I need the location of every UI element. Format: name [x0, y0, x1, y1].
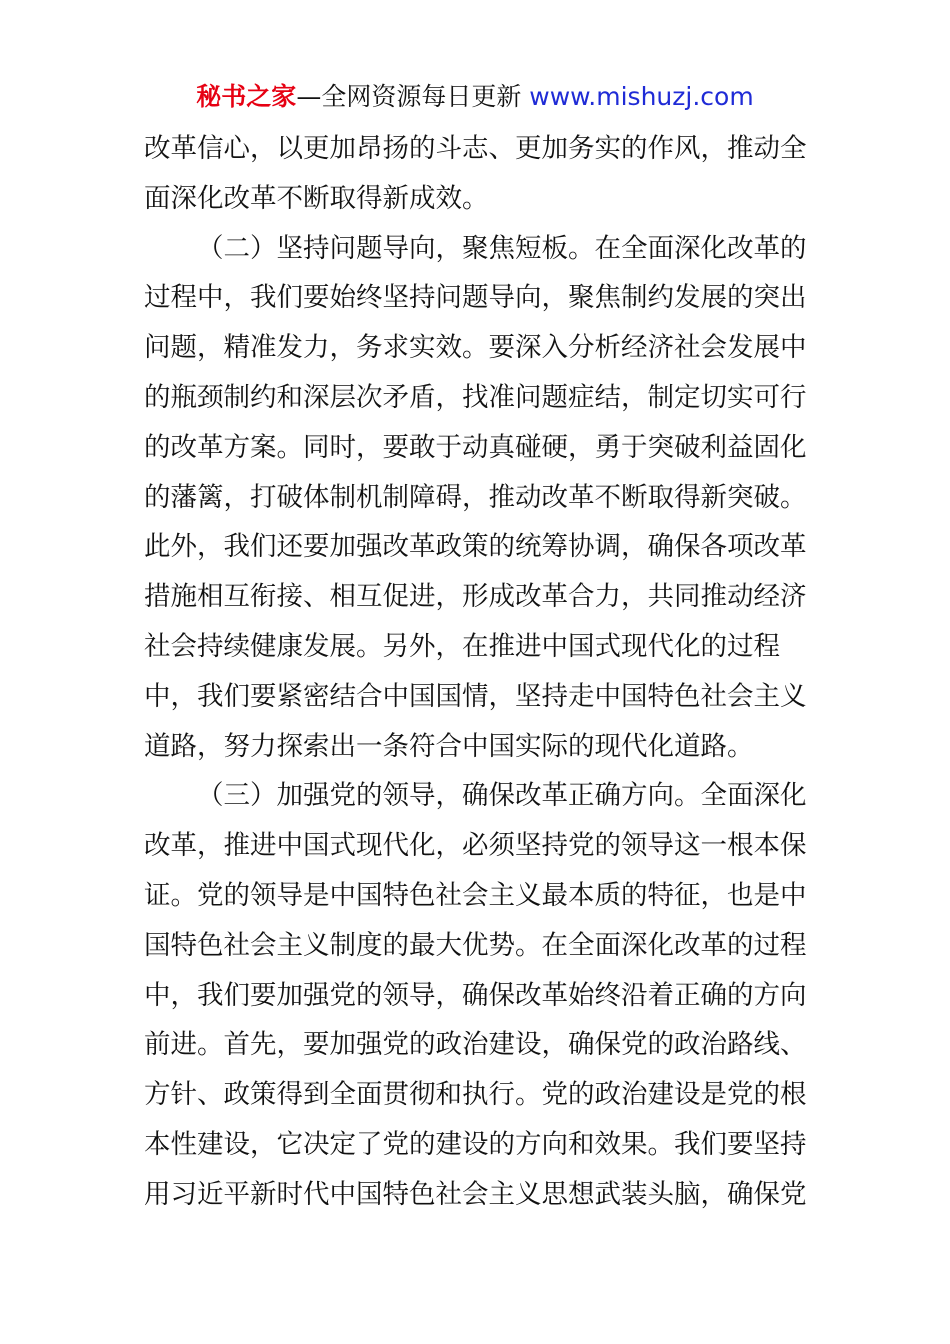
text-line: 中，我们要加强党的领导，确保改革始终沿着正确的方向: [144, 979, 807, 1011]
text-line: 面深化改革不断取得新成效。: [144, 182, 489, 214]
text-line: 中，我们要紧密结合中国国情，坚持走中国特色社会主义: [144, 680, 807, 712]
text-line: 的藩篱，打破体制机制障碍，推动改革不断取得新突破。: [144, 481, 807, 513]
text-line: 此外，我们还要加强改革政策的统筹协调，确保各项改革: [144, 531, 807, 563]
text-line: 国特色社会主义制度的最大优势。在全面深化改革的过程: [144, 929, 807, 961]
text-line: 用习近平新时代中国特色社会主义思想武装头脑，确保党: [144, 1178, 807, 1210]
section-heading-line: （三）加强党的领导，确保改革正确方向。全面深化: [197, 780, 807, 812]
site-url-link[interactable]: www.mishuzj.com: [529, 82, 754, 111]
text-line: 改革，推进中国式现代化，必须坚持党的领导这一根本保: [144, 830, 807, 862]
text-line: 本性建设，它决定了党的建设的方向和效果。我们要坚持: [144, 1128, 807, 1160]
text-line: 的瓶颈制约和深层次矛盾，找准问题症结，制定切实可行: [144, 381, 807, 413]
text-line: 措施相互衔接、相互促进，形成改革合力，共同推动经济: [144, 581, 807, 613]
text-line: 过程中，我们要始终坚持问题导向，聚焦制约发展的突出: [144, 282, 807, 314]
text-line: 社会持续健康发展。另外，在推进中国式现代化的过程: [144, 630, 780, 662]
header-tagline: —全网资源每日更新: [296, 82, 530, 111]
text-line: 问题，精准发力，务求实效。要深入分析经济社会发展中: [144, 332, 807, 364]
text-line: 的改革方案。同时，要敢于动真碰硬，勇于突破利益固化: [144, 431, 807, 463]
site-header: [0, 80, 950, 114]
text-line: 证。党的领导是中国特色社会主义最本质的特征，也是中: [144, 879, 807, 911]
brand-name: 秘书之家: [196, 82, 297, 111]
text-line: 改革信心，以更加昂扬的斗志、更加务实的作风，推动全: [144, 133, 807, 164]
text-line: 方针、政策得到全面贯彻和执行。党的政治建设是党的根: [144, 1079, 807, 1111]
text-line: 道路，努力探索出一条符合中国实际的现代化道路。: [144, 730, 754, 762]
section-heading-line: （二）坚持问题导向，聚焦短板。在全面深化改革的: [197, 232, 807, 264]
document-body: [144, 124, 814, 1220]
text-line: 前进。首先，要加强党的政治建设，确保党的政治路线、: [144, 1029, 807, 1061]
